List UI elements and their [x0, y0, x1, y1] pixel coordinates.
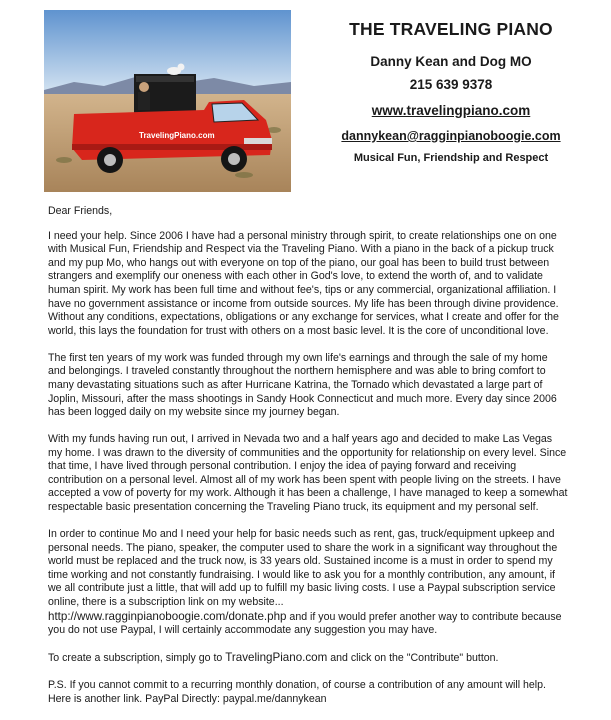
donate-link[interactable]: http://www.ragginpianoboogie.com/donate.php: [48, 609, 287, 623]
phone-number: 215 639 9378: [409, 77, 493, 92]
truck-door-text: TravelingPiano.com: [139, 131, 215, 140]
paragraph-4-tail: and if you would prefer another way to contribute because you do not use Paypal, I will certainly accommodate any suggestion you may have.: [48, 610, 562, 637]
paragraph-3: With my funds having run out, I arrived in Nevada two and a half years ago and decided to make Las Vegas my home. I was drawn to the diversity of communities and the opportunity for relationship on every level. Since that time, I have lived through personal contribution. I enjoy the idea of paying forward and receiving contribution on a personal level. Almost all of my work has been spent with people living on the streets. I have accepted a vow of poverty for my work. Although it has been a challenge, I have managed to keep a somewhat respectable basic presentation concerning the Traveling Piano truck, its equipment and my personal self.: [48, 433, 568, 514]
paragraph-5: [48, 651, 568, 666]
paragraph-4: [48, 528, 568, 638]
website-link[interactable]: www.travelingpiano.com: [371, 103, 531, 118]
letterhead: [306, 18, 596, 175]
letter-body: [48, 205, 568, 720]
owner-names: Danny Kean and Dog MO: [370, 54, 532, 69]
page-title: THE TRAVELING PIANO: [349, 19, 553, 39]
email-link[interactable]: dannykean@ragginpianoboogie.com: [341, 129, 561, 143]
truck-photo: [44, 10, 291, 192]
paragraph-2: The first ten years of my work was funded through my own life's earnings and through the sale of my home and belongings. I traveled constantly throughout the northern hemisphere and was able to bring comfort to many devastating situations such as after Hurricane Katrina, the Tornado which devastated a large part of Joplin, Missouri, after the mass shootings in Sandy Hook Connecticut and much more. Every day since 2006 has been logged daily on my website since my journey began.: [48, 351, 557, 419]
site-link[interactable]: TravelingPiano.com: [225, 651, 328, 665]
paragraph-1: I need your help. Since 2006 I have had a personal ministry through spirit, to create relationships one on one with Musical Fun, Friendship and Respect via the Traveling Piano. With a piano in the back of a pickup truck and my pup Mo, who hangs out with everyone on top of the piano, our goal has been to build trust between strangers and exemplify our oneness with each other in God's love, to extend the worth of, and to validate human spirit. My work has been full time and without fee's, tips or any commercial, organizational affiliation. I have no government assistance or income from outside sources. My life has been through divine providence. Without any conditions, expectations, obligations or any exchange for services, what I create and offer for the world, this lays the foundation for trust with others on a most basic level. It is the core of unconditional love.: [48, 229, 559, 337]
truck-photo-illustration: [44, 10, 291, 192]
paragraph-5-pre: To create a subscription, simply go to: [48, 652, 226, 665]
tagline: Musical Fun, Friendship and Respect: [353, 152, 549, 164]
greeting: Dear Friends,: [48, 205, 113, 217]
paragraph-5-post: and click on the "Contribute" button.: [327, 652, 499, 665]
paragraph-6: P.S. If you cannot commit to a recurring monthly donation, of course a contribution of any amount will help. Here is another link. PayPal Directly: paypal.me/dannykean: [48, 679, 546, 705]
paragraph-4-text: In order to continue Mo and I need your help for basic needs such as rent, gas, truck/equipment upkeep and personal needs. The piano, speaker, the computer used to share the work in a significant way throughout the world must be replaced and the truck now, is 33 years old. Sustained income is a must in order to spend my time working and not constantly fundraising. I would like to ask you for a monthly contribution, any amount, if we all contribute just a little, that will add up to fulfill my basic living costs. I use a Paypal subscription service online, there is a subscription link on my website...: [48, 528, 558, 609]
